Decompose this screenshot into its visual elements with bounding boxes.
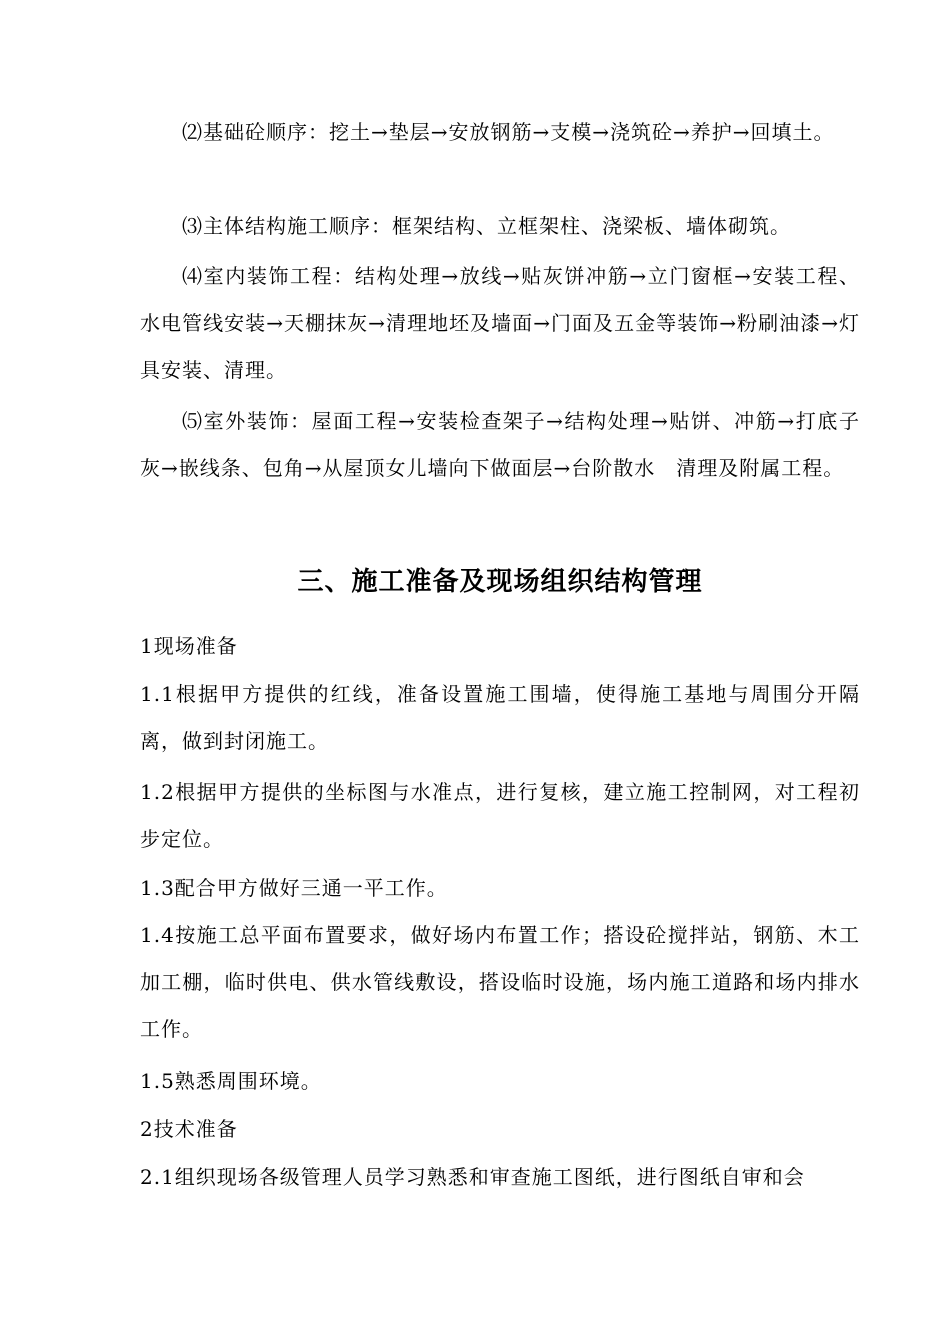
- item-1-3: 1.3配合甲方做好三通一平工作。: [140, 876, 448, 900]
- item-1-1: 1.1根据甲方提供的红线，准备设置施工围墙，使得施工基地与周围分开隔离，做到封闭施工。: [140, 682, 860, 753]
- item-1-5: 1.5熟悉周围环境。: [140, 1069, 322, 1093]
- paragraph-exterior-decoration: ⑸室外装饰：屋面工程→安装检查架子→结构处理→贴饼、冲筋→打底子灰→嵌线条、包角→从屋顶女儿墙向下做面层→台阶散水 清理及附属工程。: [140, 409, 860, 480]
- paragraph-interior-decoration: ⑷室内装饰工程：结构处理→放线→贴灰饼冲筋→立门窗框→安装工程、水电管线安装→天棚抹灰→清理地坯及墙面→门面及五金等装饰→粉刷油漆→灯具安装、清理。: [140, 264, 860, 382]
- paragraph-main-structure-sequence: ⑶主体结构施工顺序：框架结构、立框架柱、浇梁板、墙体砌筑。: [182, 214, 791, 238]
- item-1-2: 1.2根据甲方提供的坐标图与水准点，进行复核，建立施工控制网，对工程初步定位。: [140, 780, 860, 851]
- item-1-4: 1.4按施工总平面布置要求，做好场内布置工作；搭设砼搅拌站，钢筋、木工加工棚，临时供电、供水管线敷设，搭设临时设施，场内施工道路和场内排水工作。: [140, 923, 860, 1041]
- subheading-site-preparation: 1现场准备: [140, 634, 238, 658]
- item-2-1: 2.1组织现场各级管理人员学习熟悉和审查施工图纸，进行图纸自审和会: [140, 1165, 805, 1189]
- subheading-technical-preparation: 2技术准备: [140, 1117, 238, 1141]
- paragraph-foundation-sequence: ⑵基础砼顺序：挖土→垫层→安放钢筋→支模→浇筑砼→养护→回填土。: [182, 120, 835, 144]
- section-title: 三、施工准备及现场组织结构管理: [297, 567, 703, 597]
